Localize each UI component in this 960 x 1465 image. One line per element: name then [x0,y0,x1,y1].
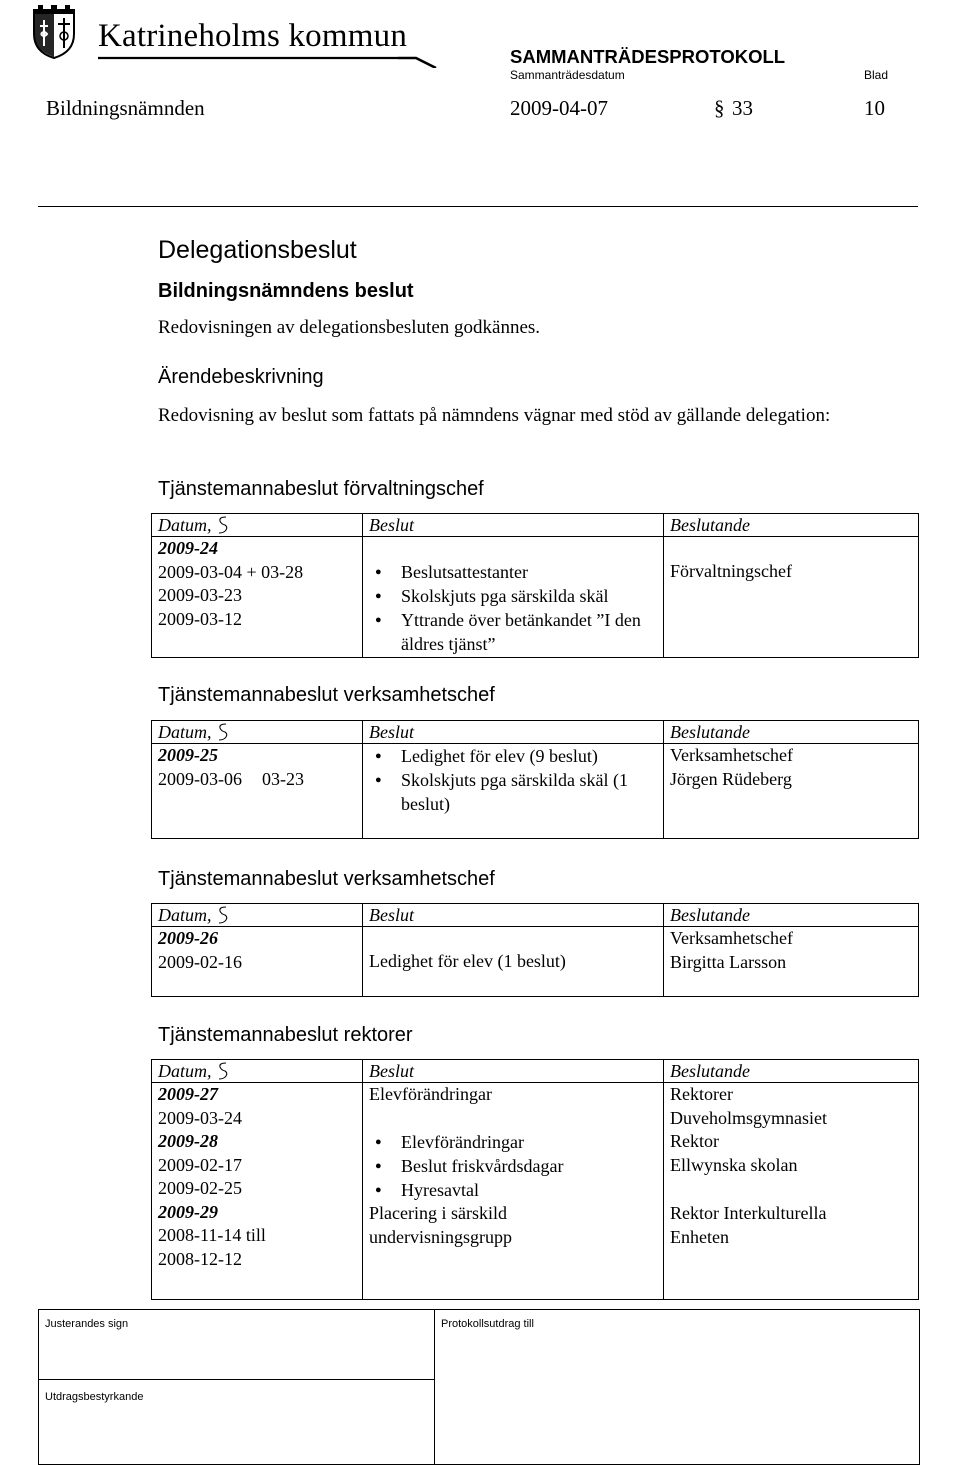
page-number: 10 [864,96,885,120]
column-header-decision: Beslut [363,1060,664,1083]
decider-title: Rektor [670,1131,719,1151]
column-header-date: Datum, [152,1060,363,1083]
decision-number: 2009-25 [158,745,218,765]
column-header-date: Datum, [152,904,363,927]
list-item: ● Ledighet för elev (9 beslut) [401,744,663,768]
section-symbol-glyph [216,723,230,741]
section-number: 33 [732,96,753,120]
logo-underline-swoosh [98,46,443,68]
page-label: Blad [864,68,889,82]
decision-date: 2009-03-12 [158,608,242,629]
column-header-decider: Beslutande [664,1060,919,1083]
decision-text: undervisningsgrupp [369,1226,512,1247]
section-heading: Tjänstemannabeslut förvaltningschef [158,478,484,500]
decision-number: 2009-26 [158,928,218,948]
decider-unit: Ellwynska skolan [670,1154,798,1175]
decision-date: 2008-12-12 [158,1248,242,1269]
footer-divider [39,1379,434,1380]
decider-unit: Enheten [670,1226,729,1247]
table-row [152,1083,363,1300]
delegation-table [151,903,919,997]
section-symbol-glyph [216,516,230,534]
decision-date: 2009-02-25 [158,1178,242,1198]
document-title: Delegationsbeslut [158,236,357,264]
committee-name: Bildningsnämnden [46,96,205,120]
column-header-decision: Beslut [363,721,664,744]
decision-list [369,744,663,816]
decision-date: 2009-02-17 [158,1154,242,1175]
list-item: ● Elevförändringar [401,1130,663,1154]
column-header-decision: Beslut [363,904,664,927]
list-item: ● Hyresavtal [401,1178,663,1202]
table-row [152,537,363,658]
document-type: SAMMANTRÄDESPROTOKOLL [510,46,786,67]
decision-date: 2009-03-24 [158,1107,242,1128]
decider-title: Rektor Interkulturella [670,1203,827,1223]
decision-text: Redovisningen av delegationsbesluten godkännes. [158,317,541,338]
list-item: ● Beslut friskvårdsdagar [401,1154,663,1178]
list-item: ● Skolskjuts pga särskilda skäl (1 beslut) [401,768,663,816]
list-item: ● Beslutsattestanter [401,560,663,584]
list-item: ● Skolskjuts pga särskilda skäl [401,584,663,608]
decision-text: Ledighet för elev (1 beslut) [369,951,566,971]
column-header-date: Datum, [152,721,363,744]
municipality-crest-logo [30,4,78,60]
column-header-decider: Beslutande [664,721,919,744]
section-symbol-glyph [216,1062,230,1080]
decision-number: 2009-28 [158,1131,218,1151]
decider-title: Rektorer [670,1084,733,1104]
decision-number: 2009-24 [158,538,218,558]
decision-heading: Bildningsnämndens beslut [158,280,414,302]
signature-label: Justerandes sign [45,1318,129,1330]
description-heading: Ärendebeskrivning [158,366,324,388]
description-text: Redovisning av beslut som fattats på nämndens vägnar med stöd av gällande delegation: [158,405,831,426]
decision-date: 03-23 [262,768,304,789]
section-heading: Tjänstemannabeslut verksamhetschef [158,684,495,706]
decider-name: Birgitta Larsson [670,951,787,972]
decision-date: 2009-03-23 [158,585,242,605]
decision-list [369,560,663,656]
section-symbol-glyph [216,906,230,924]
decider-name: Jörgen Rüdeberg [670,768,792,789]
decision-date: 2008-11-14 till [158,1225,266,1245]
section-symbol: § [714,96,725,120]
decision-date: 2009-02-16 [158,951,242,972]
decider-name: Förvaltningschef [670,561,792,581]
decision-list [369,1130,663,1202]
meeting-date: 2009-04-07 [510,96,608,120]
decision-date: 2009-03-06 [158,768,242,789]
decider-title: Verksamhetschef [670,928,793,948]
decision-number: 2009-27 [158,1084,218,1104]
column-header-decider: Beslutande [664,514,919,537]
column-header-decision: Beslut [363,514,664,537]
footer-box [38,1309,920,1465]
footer-divider [434,1310,435,1464]
column-header-date: Datum, [152,514,363,537]
date-label: Sammanträdesdatum [510,68,625,82]
decider-unit: Duveholmsgymnasiet [670,1107,827,1128]
list-item: ● Yttrande över betänkandet ”I den äldres tjänst” [401,608,663,656]
municipality-name-logo: Katrineholms kommun [98,18,408,54]
decider-title: Verksamhetschef [670,745,793,765]
delegation-table [151,513,919,658]
certification-label: Utdragsbestyrkande [45,1391,144,1403]
section-heading: Tjänstemannabeslut verksamhetschef [158,868,495,890]
delegation-table [151,1059,919,1300]
table-row [152,744,363,839]
decision-text: Elevförändringar [369,1084,492,1104]
decision-text: Placering i särskild [369,1203,507,1223]
column-header-decider: Beslutande [664,904,919,927]
header-divider [38,206,918,207]
delegation-table [151,720,919,839]
extract-recipients-label: Protokollsutdrag till [441,1318,534,1330]
section-heading: Tjänstemannabeslut rektorer [158,1024,413,1046]
table-row [152,927,363,997]
decision-number: 2009-29 [158,1201,218,1222]
decision-date: 2009-03-04 + 03-28 [158,561,304,582]
